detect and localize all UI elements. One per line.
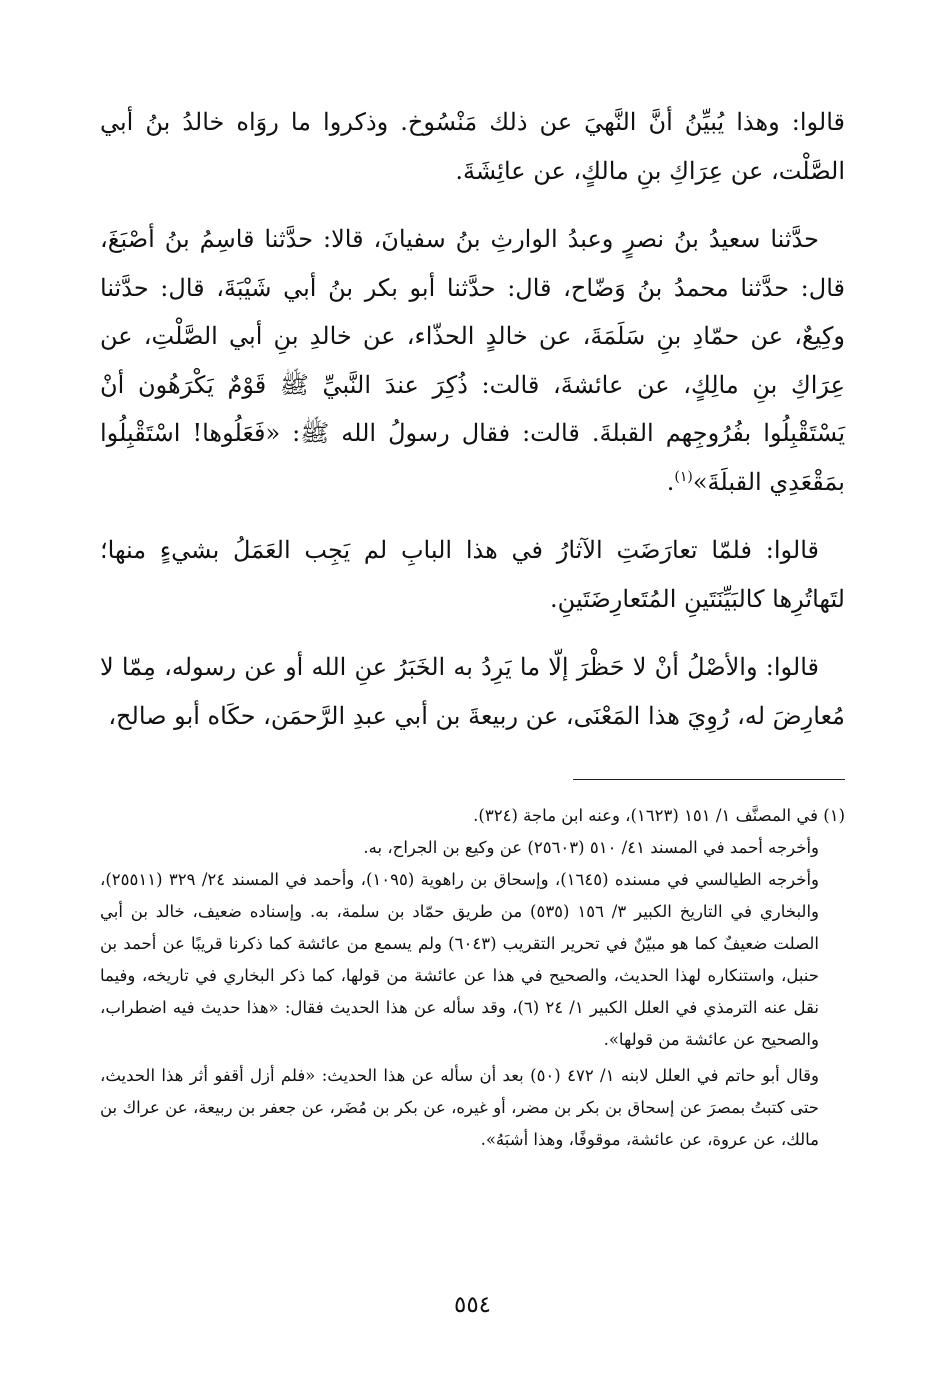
paragraph-2-end: . (666, 467, 675, 496)
footnote-1-continued-2: وأخرجه الطيالسي في مسنده (١٦٤٥)، وإسحاق بن راهوية (١٠٩٥)، وأحمد في المسند ٢٤/ ٣٢٩ (٢٥٥١١)، والبخاري في التاريخ الكبير ٣/ ١٥٦ (٥٣٥) من طريق حمّاد بن سلمة، به. وإسناده ضعيف، خالد بن أبي الصلت ضعيفٌ كما هو مبيّنٌ في تحرير التقريب (٦٠٤٣) ولم يسمع من عائشة كما ذكرنا قريبًا عن أحمد بن حنبل، واستنكاره لهذا الحديث، والصحيح في هذا عن عائشة من قولها، كما ذكر البخاري في تاريخه، وفيما نقل عنه الترمذي في العلل الكبير ١/ ٢٤ (٦)، وقد سأله عن هذا الحديث فقال: «هذا حديث فيه اضطراب، والصحيح عن عائشة من قولها». (100, 870, 820, 1049)
paragraph-3: قالوا: فلمّا تعارَضَتِ الآثارُ في هذا البابِ لم يَجِب العَمَلُ بشيءٍ منها؛ لتَهاتُرِها كالبَيِّنَتَينِ المُتَعارِضَتَينِ. (100, 536, 845, 613)
footnotes (100, 800, 845, 1156)
main-text (100, 98, 845, 740)
footnote-1-continued-3: وقال أبو حاتم في العلل لابنه ١/ ٤٧٢ (٥٠) بعد أن سأله عن هذا الحديث: «فلم أزل أقفو أثر هذا الحديث، حتى كتبتُ بمصرَ عن إسحاق بن بكر بن مضر، أو غيره، عن بكر بن مُضَر، عن جعفر بن ربيعة، عن عراك بن مالك، عن عروة، عن عائشة، موقوفًا، وهذا أشبَهُ». (100, 1066, 819, 1149)
book-page (100, 98, 845, 1318)
footnote-separator (573, 779, 845, 780)
footnote-reference: (١) (674, 468, 693, 485)
paragraph-2 (100, 215, 845, 506)
paragraph-4: قالوا: والأصْلُ أنْ لا حَظْرَ إلّا ما يَرِدُ به الخَبَرُ عنِ الله أو عن رسوله، مِمّا لا مُعارِضَ له، رُوِيَ هذا المَعْنَى، عن ربيعةَ بن أبي عبدِ الرَّحمَن، حكَاه أبو صالح، (100, 653, 845, 730)
footnote-1-continued-1: وأخرجه أحمد في المسند ٤١/ ٥١٠ (٢٥٦٠٣) عن وكيع بن الجراح، به. (363, 838, 819, 857)
footnote-1: (١) في المصنَّف ١/ ١٥١ (١٦٢٣)، وعنه ابن ماجة (٣٢٤). (473, 806, 845, 825)
page-number: ٥٥٤ (453, 1292, 492, 1318)
paragraph-2-text: حدَّثنا سعيدُ بنُ نصرٍ وعبدُ الوارثِ بنُ سفيانَ، قالا: حدَّثنا قاسِمُ بنُ أصْبَغَ، قال: حدَّثنا محمدُ بنُ وَضّاح، قال: حدَّثنا أبو بكر بنُ أبي شَيْبَةَ، قال: حدَّثنا وكِيعٌ، عن حمّادِ بنِ سَلَمَةَ، عن خالدٍ الحذّاء، عن خالدِ بنِ أبي الصَّلْتِ، عن عِرَاكِ بنِ مالِكٍ، عن عائشةَ، قالت: ذُكِرَ عندَ النَّبيِّ ﷺ قَوْمٌ يَكْرَهُون أنْ يَسْتَقْبِلُوا بفُرُوجِهم القبلةَ. قالت: فقال رسولُ الله ﷺ: «فَعَلُوها! اسْتَقْبِلُوا بمَقْعَدِي القبلَةَ» (100, 225, 845, 496)
paragraph-1: قالوا: وهذا يُبيِّنُ أنَّ النَّهيَ عن ذلك مَنْسُوخ. وذكروا ما روَاه خالدُ بنُ أبي الصَّلْت، عن عِرَاكِ بنِ مالكٍ، عن عائِشَةَ. (100, 108, 845, 185)
